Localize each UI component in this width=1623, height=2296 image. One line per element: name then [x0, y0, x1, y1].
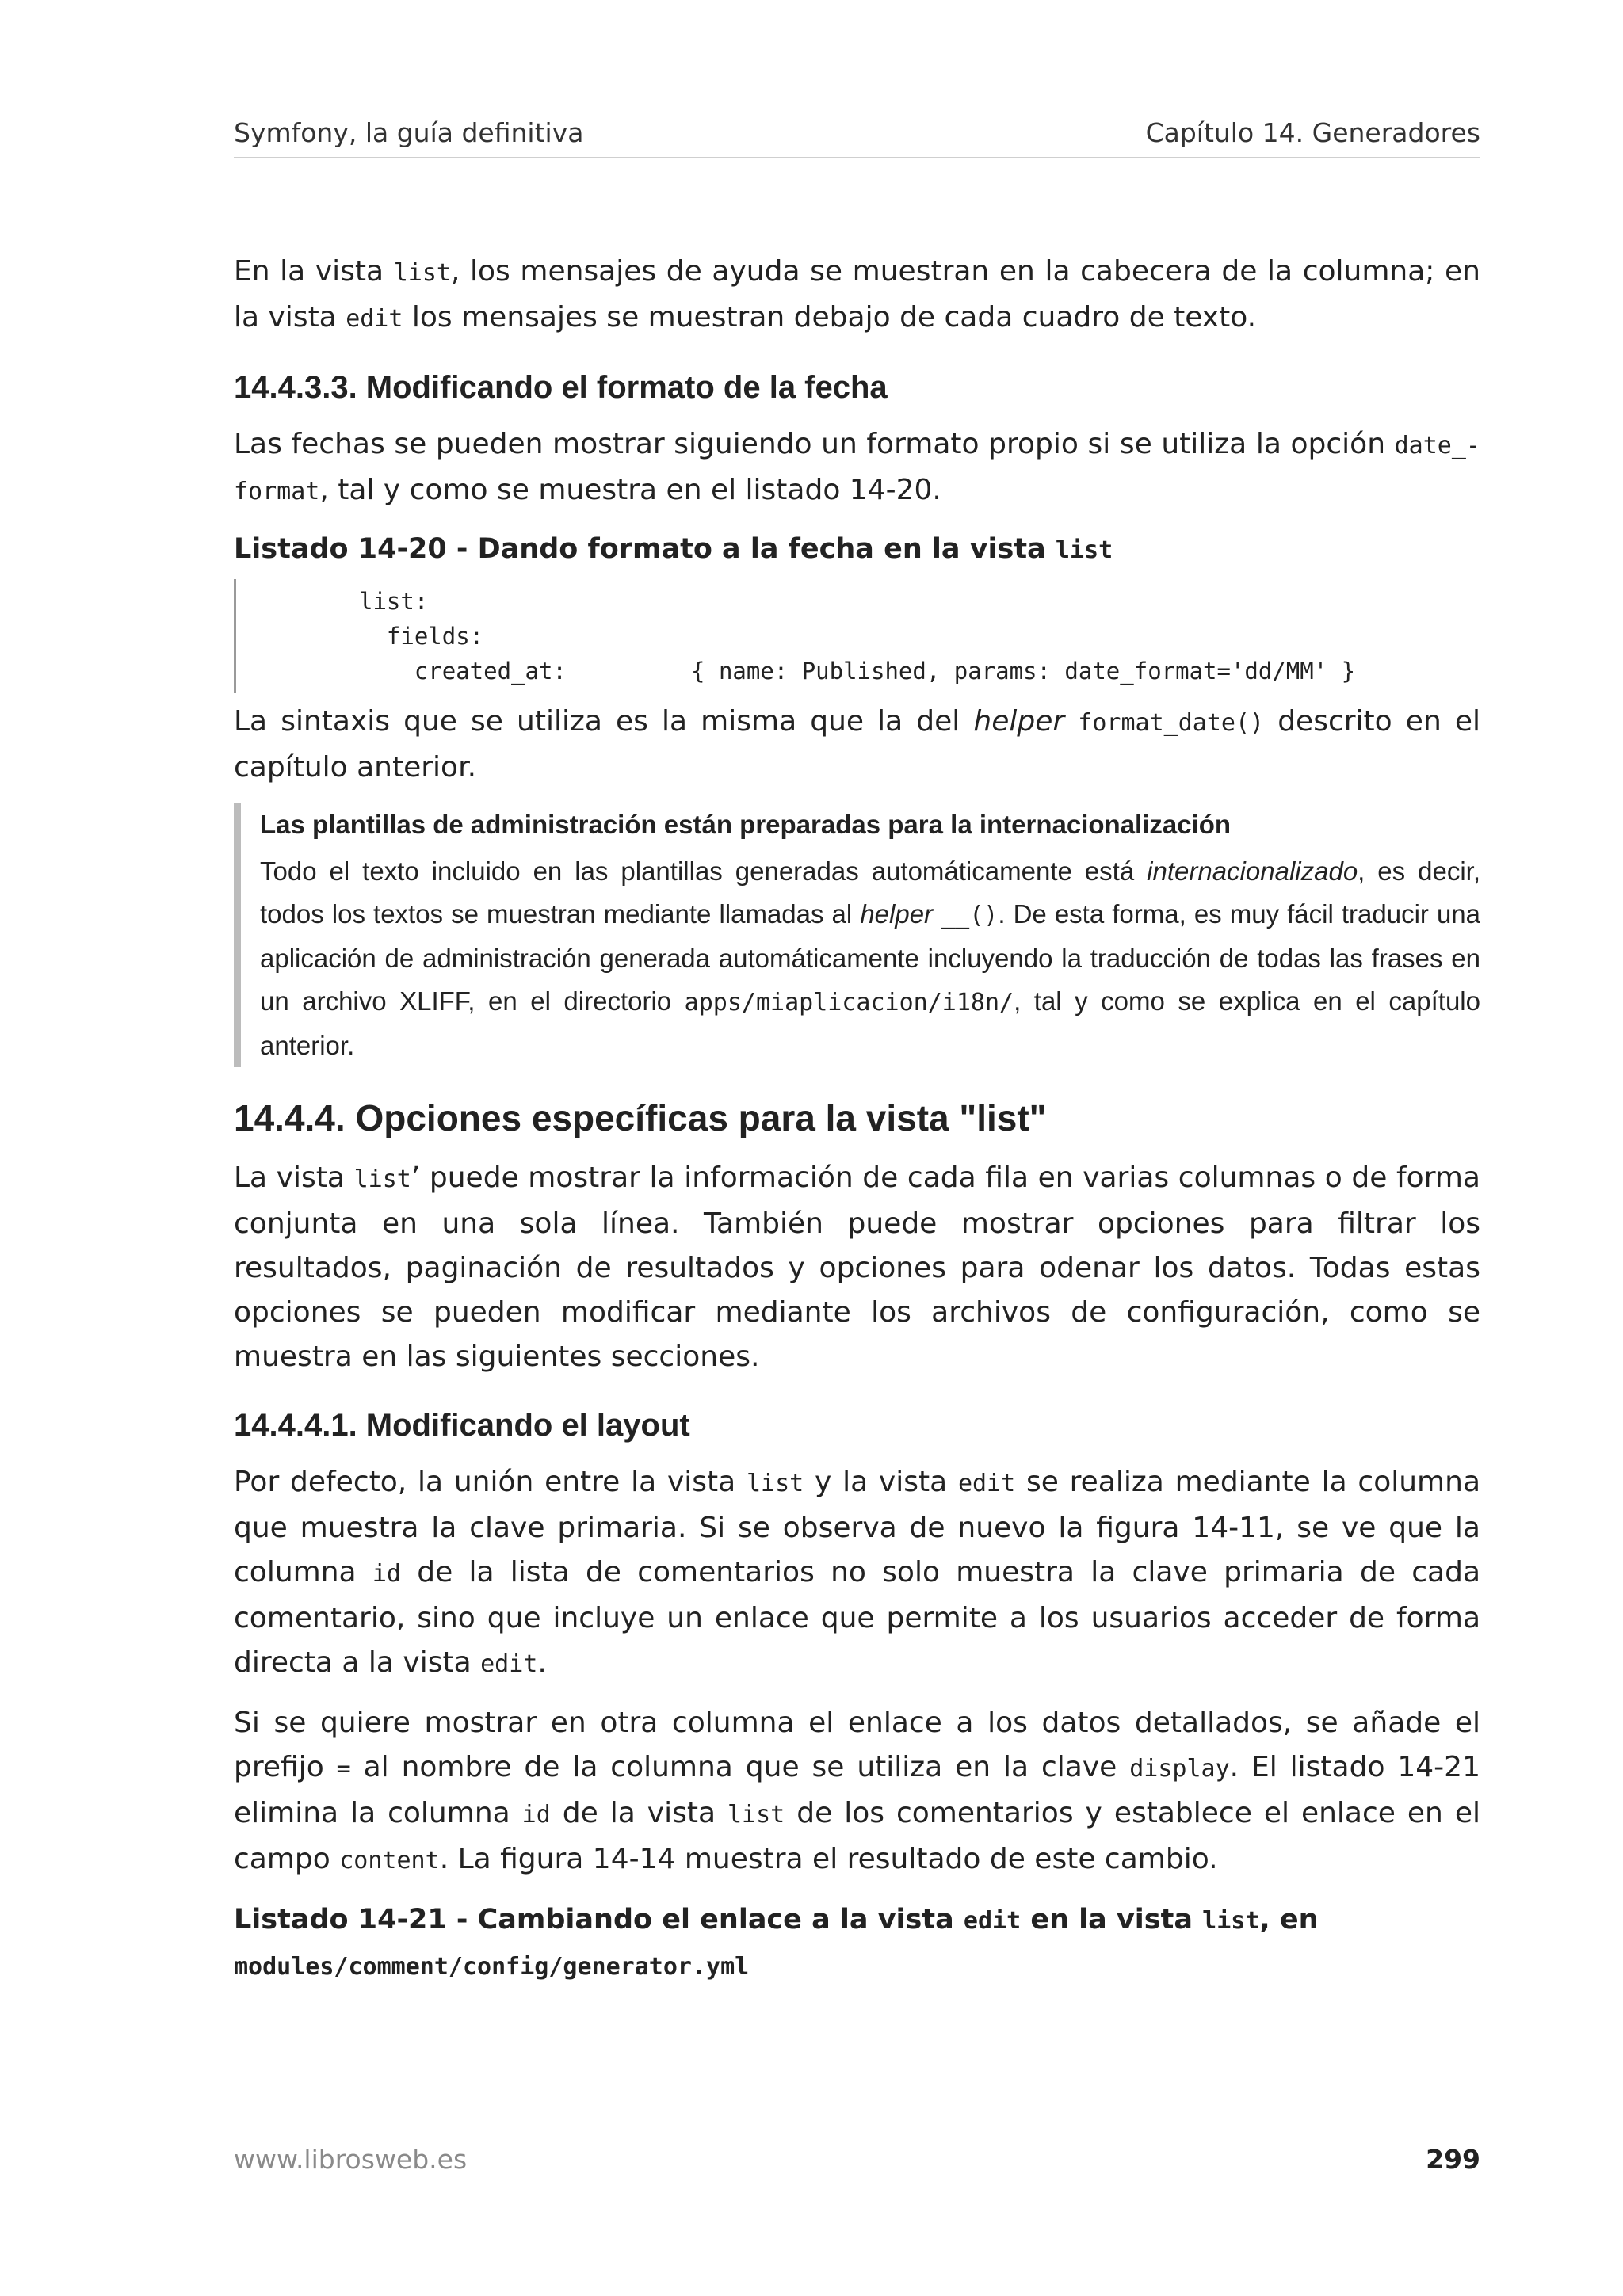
- main-content: [234, 250, 1480, 1989]
- text: , es decir, todos los textos se muestran mediante llamadas al: [260, 856, 1481, 929]
- emphasis: helper: [973, 705, 1065, 738]
- text: los mensajes se muestran debajo de cada cuadro de texto.: [403, 301, 1257, 334]
- inline-code: date_-format: [234, 432, 1480, 505]
- heading-14-4-4: 14.4.4. Opciones específicas para la vista "list": [234, 1097, 1047, 1138]
- paragraph-help-messages: [234, 250, 1480, 341]
- text: de los comentarios y establece el enlace en el campo: [234, 1797, 1480, 1875]
- inline-code: list: [353, 1165, 411, 1193]
- inline-code: edit: [963, 1907, 1022, 1935]
- page-header: [234, 117, 1480, 158]
- header-book-title: Symfony, la guía definitiva: [234, 117, 584, 148]
- text: Si se quiere mostrar en otra columna el enlace a los datos detallados, se añade el prefijo: [234, 1707, 1480, 1783]
- inline-code: list: [1055, 536, 1113, 564]
- heading-14-4-4-1: 14.4.4.1. Modificando el layout: [234, 1408, 690, 1443]
- listing-14-20-title: [234, 527, 1480, 573]
- text: Listado 14-21 - Cambiando el enlace a la vista: [234, 1904, 964, 1936]
- heading-14-4-3-3: 14.4.3.3. Modificando el formato de la fecha: [234, 370, 888, 405]
- text: . La figura 14-14 muestra el resultado de este cambio.: [439, 1843, 1218, 1875]
- note-title: Las plantillas de administración están preparadas para la internacionalización: [260, 810, 1232, 839]
- text: .: [537, 1646, 547, 1679]
- inline-code: __(): [941, 902, 999, 929]
- paragraph-date-format: [234, 422, 1480, 514]
- text: descrito en el capítulo anterior.: [234, 705, 1481, 784]
- inline-code: list: [393, 259, 451, 287]
- note-box: [234, 803, 1480, 1067]
- text: ’ puede mostrar la información de cada fila en varias columnas o de forma conjunta en una sola línea. También puede mostrar opciones para filtrar los resultados, paginación de resultados y opciones para odenar los datos. Todas estas opciones se pueden modificar mediante los archivos de configuración, como se muestra en las siguientes secciones.: [234, 1161, 1480, 1373]
- note-body: [260, 850, 1480, 1067]
- inline-code: list: [746, 1470, 804, 1497]
- text: Por defecto, la unión entre la vista: [234, 1466, 747, 1498]
- code-block-listing-14-20: list: fields: created_at: { name: Published, params: date_format='dd/MM' }: [234, 579, 1480, 693]
- paragraph-list-options: [234, 1156, 1480, 1379]
- text: de la lista de comentarios no solo muestra la clave primaria de cada comentario, sino que incluye un enlace que permite a los usuarios acceder de forma directa a la vista: [234, 1556, 1481, 1679]
- footer-site-link[interactable]: www.librosweb.es: [234, 2144, 468, 2175]
- text: en la vista: [1021, 1904, 1203, 1936]
- text: , en: [1259, 1904, 1319, 1936]
- inline-code: list: [1202, 1907, 1260, 1935]
- page-footer: [234, 2144, 1480, 2183]
- inline-code: id: [521, 1801, 551, 1829]
- text: En la vista: [234, 255, 394, 288]
- text: de la vista: [550, 1797, 727, 1829]
- inline-code: content: [339, 1847, 440, 1875]
- inline-code: edit: [346, 305, 403, 333]
- text: , tal y como se explica en el capítulo anterior.: [260, 986, 1480, 1060]
- text: . De esta forma, es muy fácil traducir una aplicación de administración generada automáticamente incluyendo la traducción de todas las frases en un archivo XLIFF, en el directorio: [260, 899, 1481, 1016]
- emphasis: internacionalizado: [1147, 856, 1358, 886]
- inline-code: display: [1129, 1755, 1230, 1783]
- inline-code: =: [336, 1755, 351, 1783]
- inline-code: list: [727, 1801, 785, 1829]
- text: al nombre de la columna que se utiliza en la clave: [350, 1751, 1130, 1783]
- inline-code: id: [372, 1560, 401, 1588]
- inline-code: apps/miaplicacion/i18n/: [684, 989, 1014, 1016]
- paragraph-syntax: [234, 700, 1480, 790]
- paragraph-link-prefix: [234, 1701, 1480, 1883]
- header-chapter: Capítulo 14. Generadores: [1145, 117, 1480, 148]
- inline-code: edit: [480, 1650, 538, 1678]
- text: , tal y como se muestra en el listado 14-20.: [319, 474, 941, 506]
- page-number: 299: [1426, 2144, 1480, 2175]
- text: La vista: [234, 1161, 354, 1194]
- text: Listado 14-20 - Dando formato a la fecha en la vista: [234, 533, 1056, 565]
- text: La sintaxis que se utiliza es la misma que la del: [234, 705, 974, 738]
- text: , los mensajes de ayuda se muestran en la cabecera de la columna; en la vista: [234, 255, 1480, 334]
- text: se realiza mediante la columna que muestra la clave primaria. Si se observa de nuevo la figura 14-11, se ve que la columna: [234, 1466, 1481, 1589]
- emphasis: helper: [860, 899, 934, 929]
- text: Todo el texto incluido en las plantillas generadas automáticamente está: [260, 856, 1148, 886]
- text: . El listado 14-21 elimina la columna: [234, 1751, 1480, 1829]
- text: Las fechas se pueden mostrar siguiendo un formato propio si se utiliza la opción: [234, 428, 1395, 460]
- inline-code: format_date(): [1078, 709, 1265, 737]
- inline-code: edit: [957, 1470, 1016, 1497]
- inline-code: modules/comment/config/generator.yml: [234, 1953, 750, 1981]
- text: y la vista: [804, 1466, 958, 1498]
- paragraph-layout-link: [234, 1460, 1480, 1687]
- listing-14-21-title: [234, 1897, 1480, 1989]
